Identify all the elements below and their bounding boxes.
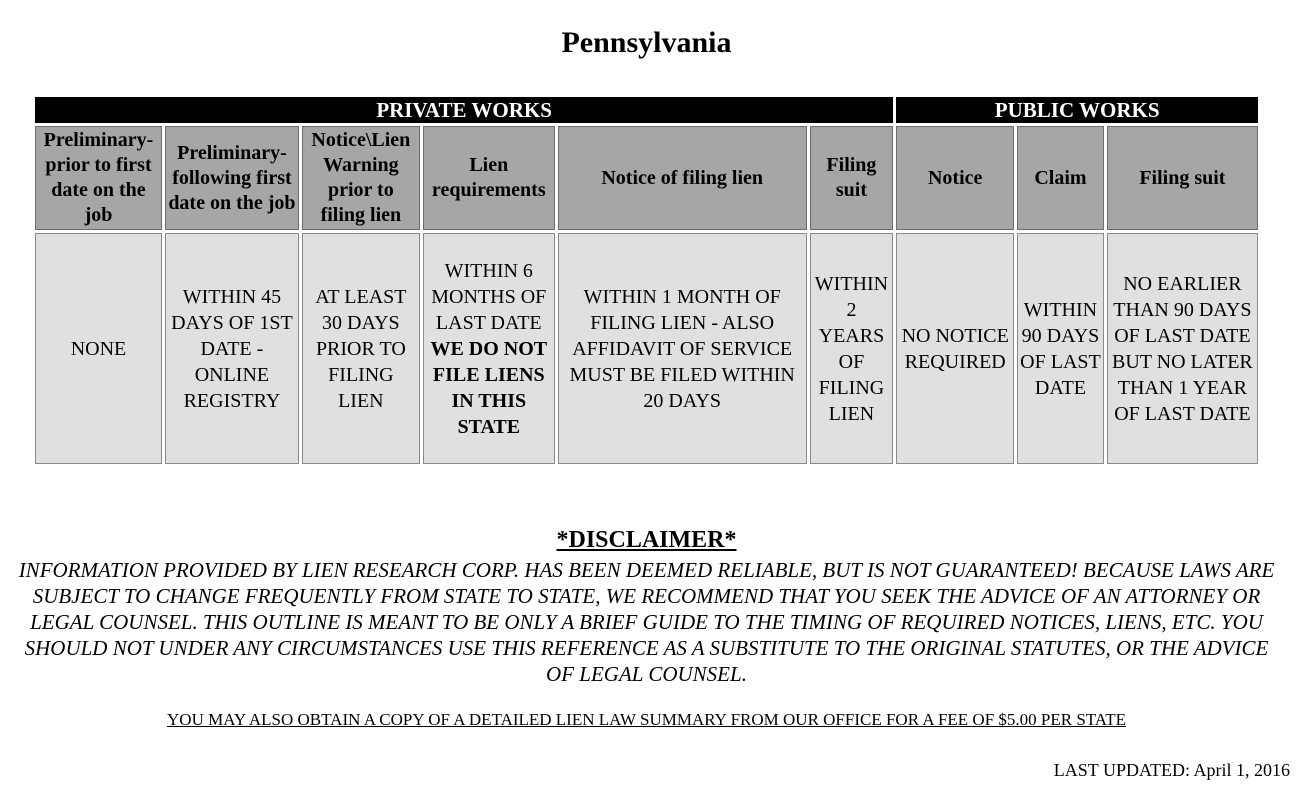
header-notice-filing-lien: Notice of filing lien	[558, 126, 807, 230]
cell-prelim-prior: NONE	[35, 233, 162, 464]
cell-filing-suit: WITHIN 2 YEARS OF FILING LIEN	[810, 233, 894, 464]
cell-public-notice: NO NOTICE REQUIRED	[896, 233, 1014, 464]
cell-notice-lien-warning: AT LEAST 30 DAYS PRIOR TO FILING LIEN	[302, 233, 420, 464]
header-filing-suit: Filing suit	[810, 126, 894, 230]
last-updated-date: April 1, 2016	[1193, 760, 1290, 780]
group-header-row	[35, 97, 1258, 123]
last-updated	[1054, 760, 1290, 781]
header-public-claim: Claim	[1017, 126, 1104, 230]
cell-prelim-following: WITHIN 45 DAYS OF 1ST DATE - ONLINE REGISTRY	[165, 233, 299, 464]
public-works-header: PUBLIC WORKS	[896, 97, 1258, 123]
cell-lien-requirements	[423, 233, 555, 464]
lien-summary-link[interactable]: YOU MAY ALSO OBTAIN A COPY OF A DETAILED LIEN LAW SUMMARY FROM OUR OFFICE FOR A FEE OF $5.00 PER STATE	[167, 710, 1126, 729]
header-public-filing-suit: Filing suit	[1107, 126, 1258, 230]
last-updated-label: LAST UPDATED:	[1053, 760, 1190, 780]
column-header-row	[35, 126, 1258, 230]
disclaimer-title: *DISCLAIMER*	[556, 527, 737, 553]
header-public-notice: Notice	[896, 126, 1014, 230]
cell-public-filing-suit: NO EARLIER THAN 90 DAYS OF LAST DATE BUT NO LATER THAN 1 YEAR OF LAST DATE	[1107, 233, 1258, 464]
lien-law-table	[32, 94, 1261, 467]
page-title: Pennsylvania	[561, 26, 732, 59]
table-row	[35, 233, 1258, 464]
header-lien-requirements: Lien requirements	[423, 126, 555, 230]
lien-requirements-note: WE DO NOT FILE LIENS IN THIS STATE	[430, 337, 548, 438]
lien-requirements-text: WITHIN 6 MONTHS OF LAST DATE	[431, 259, 547, 334]
cell-notice-filing-lien: WITHIN 1 MONTH OF FILING LIEN - ALSO AFFIDAVIT OF SERVICE MUST BE FILED WITHIN 20 DAYS	[558, 233, 807, 464]
private-works-header: PRIVATE WORKS	[35, 97, 893, 123]
cell-public-claim: WITHIN 90 DAYS OF LAST DATE	[1017, 233, 1104, 464]
disclaimer-text: INFORMATION PROVIDED BY LIEN RESEARCH CORP. HAS BEEN DEEMED RELIABLE, BUT IS NOT GUARANTEED! BECAUSE LAWS ARE SUBJECT TO CHANGE FREQUENTLY FROM STATE TO STATE, WE RECOMMEND THAT YOU SEEK THE ADVICE OF AN ATTORNEY OR LEGAL COUNSEL. THIS OUTLINE IS MEANT TO BE ONLY A BRIEF GUIDE TO THE TIMING OF REQUIRED NOTICES, LIENS, ETC. YOU SHOULD NOT UNDER ANY CIRCUMSTANCES USE THIS REFERENCE AS A SUBSTITUTE TO THE ORIGINAL STATUTES, OR THE ADVICE OF LEGAL COUNSEL.	[18, 558, 1275, 686]
header-notice-lien-warning: Notice\Lien Warning prior to filing lien	[302, 126, 420, 230]
header-prelim-prior: Preliminary-prior to first date on the job	[35, 126, 162, 230]
header-prelim-following: Preliminary-following first date on the job	[165, 126, 299, 230]
